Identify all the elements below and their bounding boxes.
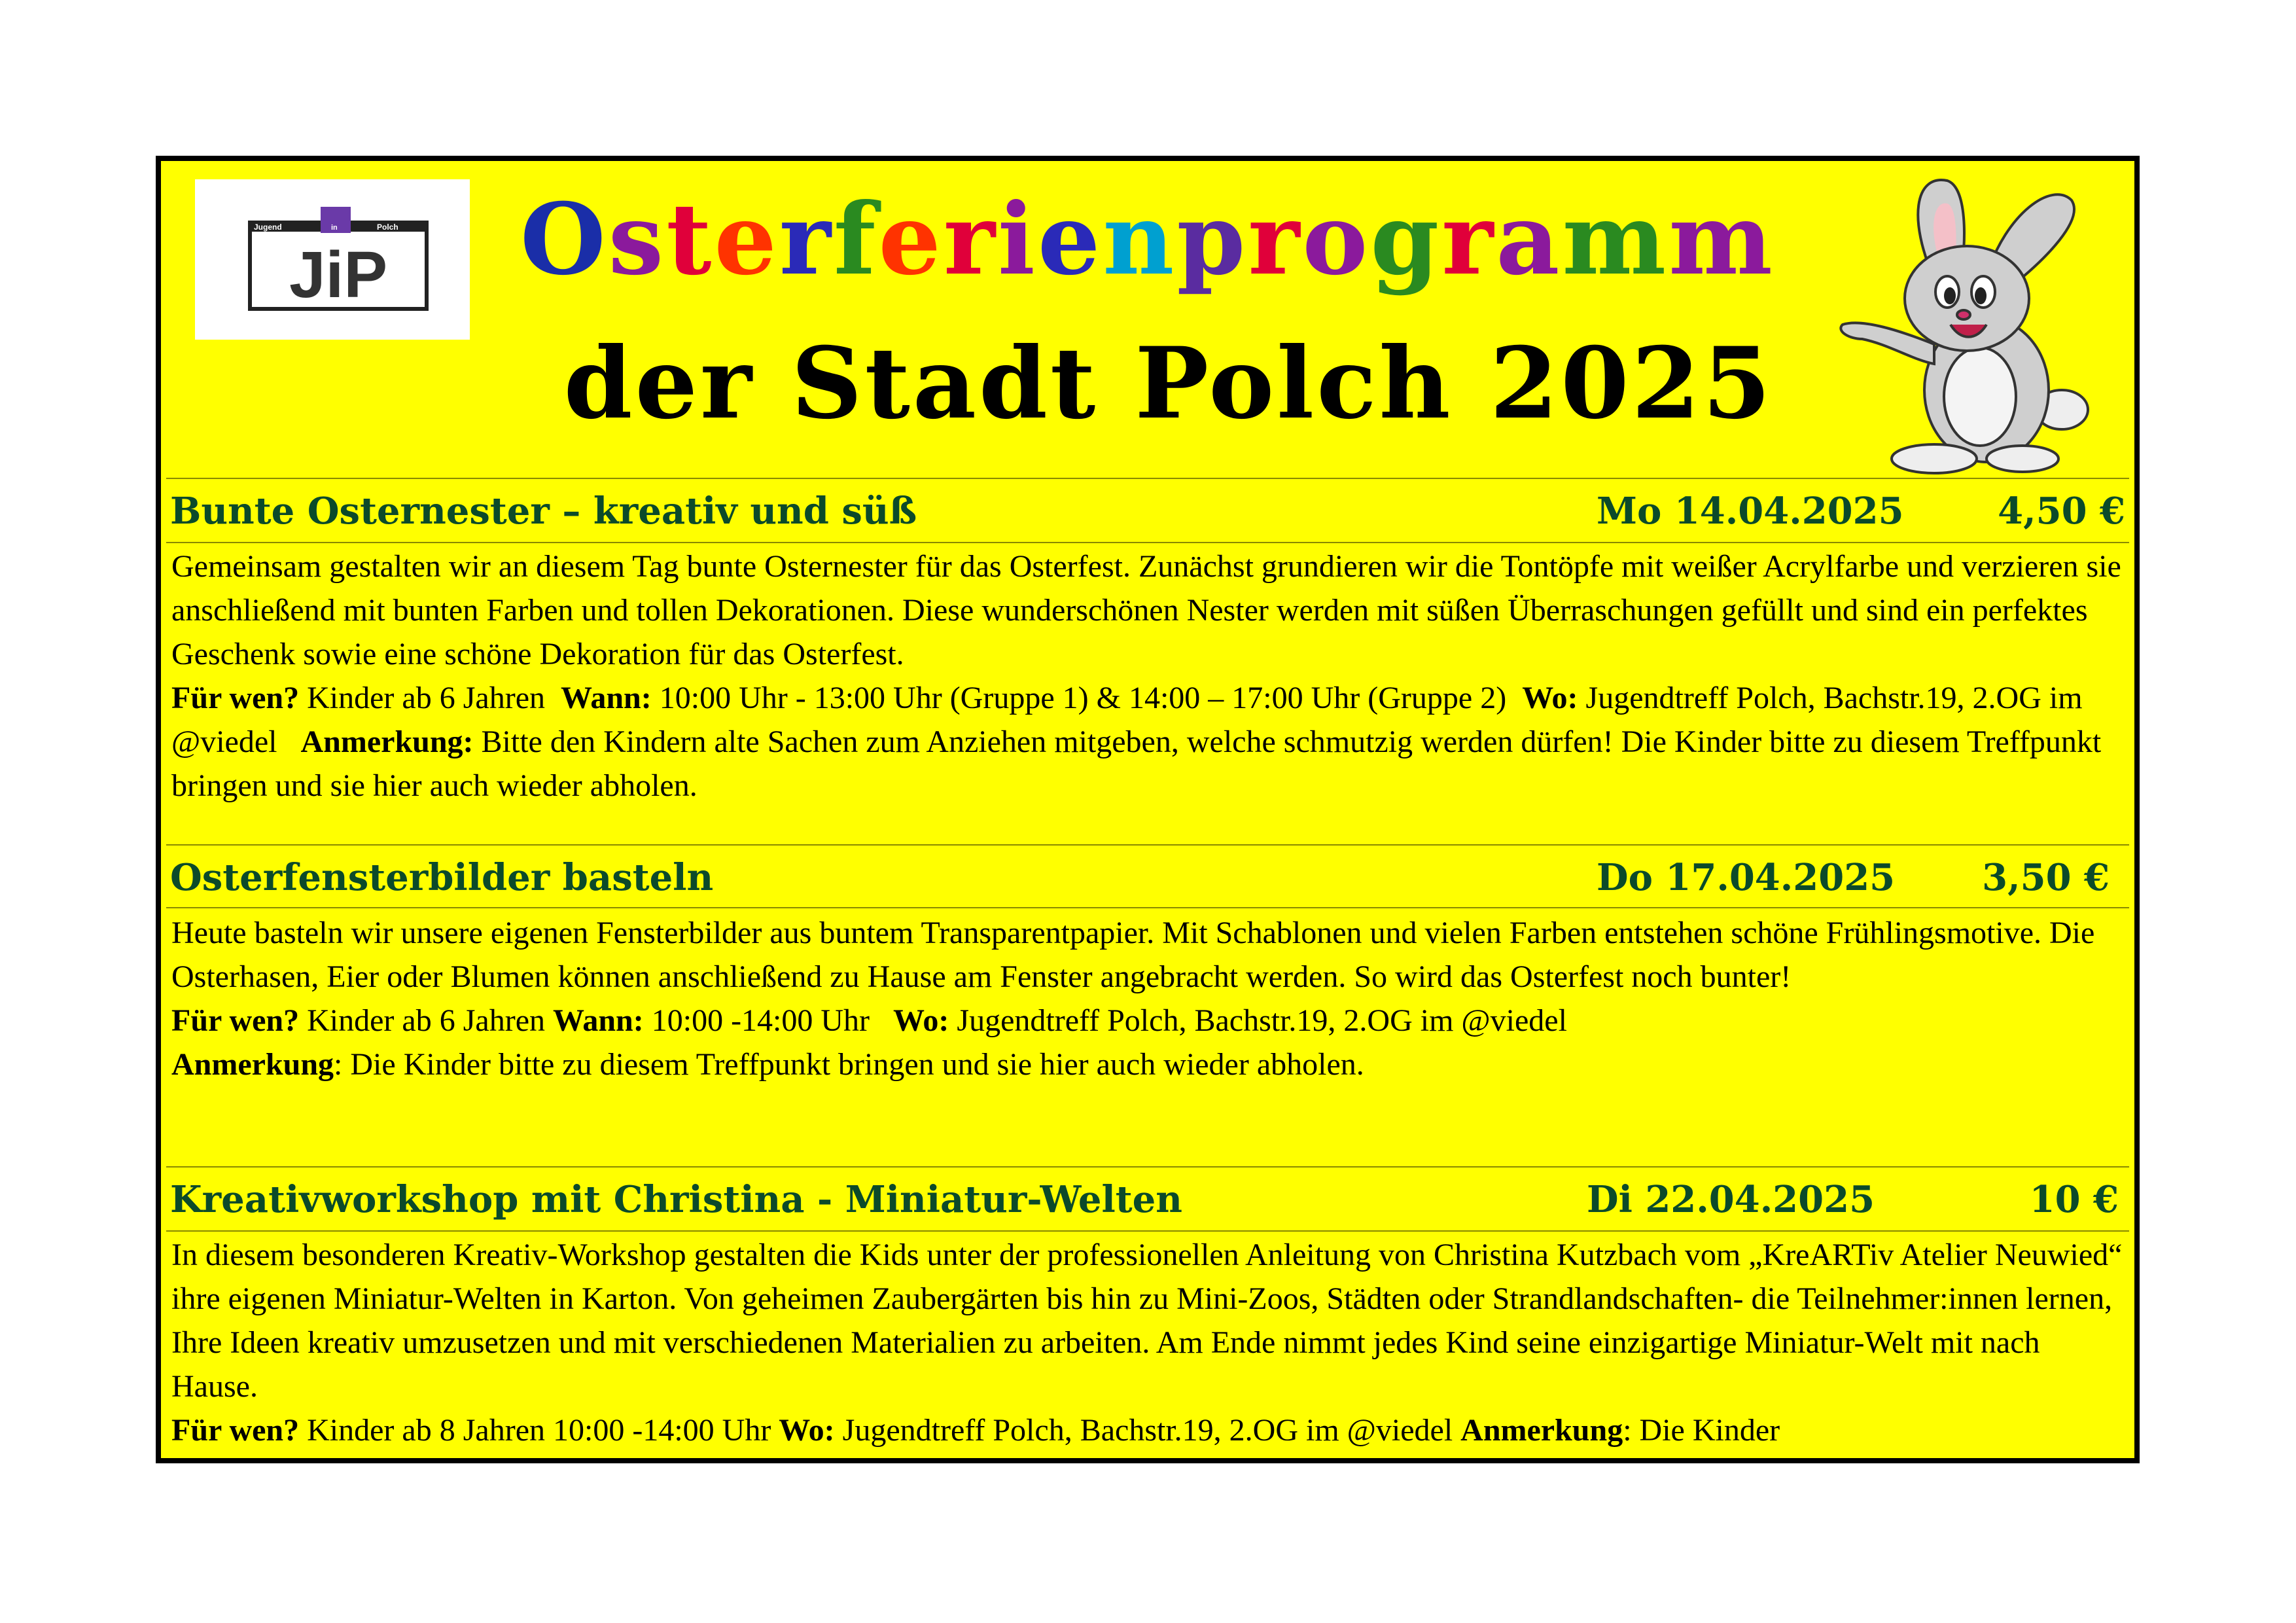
when-value: 10:00 Uhr - 13:00 Uhr (Gruppe 1) & 14:00 – 17:00 Uhr (Gruppe 2) bbox=[659, 681, 1507, 715]
event-text: Gemeinsam gestalten wir an diesem Tag bunte Osternester für das Osterfest. Zunächst grundieren wir die Tontöpfe mit weißer Acrylfarbe und verzieren sie anschließend mit bunten Farben und tollen Dekorationen. Diese wunderschönen Nester werden mit süßen Überraschungen gefüllt und sind ein perfektes Geschenk sowie eine schöne Dekoration für das Osterfest. bbox=[171, 549, 2121, 671]
note-value: : Die Kinder bitte zu diesem Treffpunkt bringen und sie hier auch wieder abholen. bbox=[334, 1047, 1364, 1082]
for-whom-label: Für wen? bbox=[171, 1413, 300, 1448]
event-header bbox=[170, 1170, 2125, 1229]
note-label: Anmerkung: bbox=[300, 724, 474, 759]
divider bbox=[166, 1230, 2129, 1232]
event-title: Kreativworkshop mit Christina - Miniatur-Welten bbox=[170, 1178, 1182, 1221]
event-header bbox=[170, 482, 2125, 541]
where-label: Wo: bbox=[893, 1003, 949, 1038]
event-details bbox=[171, 676, 2128, 808]
for-whom-value: Kinder ab 8 Jahren 10:00 -14:00 Uhr bbox=[307, 1413, 771, 1448]
note-value: Bitte den Kindern alte Sachen zum Anziehen mitgeben, welche schmutzig werden dürfen! Die Kinder bitte zu diesem Treffpunkt bringen und sie hier auch wieder abholen. bbox=[171, 724, 2102, 803]
title-letter: t bbox=[666, 182, 715, 297]
title-letter: g bbox=[1370, 182, 1442, 297]
event-text: In diesem besonderen Kreativ-Workshop gestalten die Kids unter der professionellen Anleitung von Christina Kutzbach vom „KreARTiv Atelier Neuwied“ ihre eigenen Miniatur-Welten in Karton. Von geheimen Zaubergärten bis hin zu Mini-Zoos, Städten oder Strandlandschaften- die Teilnehmer:innen lernen, Ihre Ideen kreativ umzusetzen und mit verschiedenen Materialien zu arbeiten. Am Ende nimmt jedes Kind seine einzigartige Miniatur-Welt mit nach Hause. bbox=[171, 1238, 2123, 1404]
event-description bbox=[171, 1233, 2128, 1452]
note-label: Anmerkung bbox=[171, 1047, 334, 1082]
note-label: Anmerkung bbox=[1460, 1413, 1623, 1448]
event-price: 4,50 € bbox=[1998, 490, 2125, 533]
logo-text-jugend: Jugend bbox=[254, 223, 282, 232]
for-whom-value: Kinder ab 6 Jahren bbox=[307, 681, 545, 715]
title-letter: s bbox=[608, 182, 667, 297]
event-title: Bunte Osternester – kreativ und süß bbox=[170, 490, 917, 533]
title-letter: r bbox=[943, 182, 998, 297]
title-letter: i bbox=[997, 182, 1038, 297]
divider bbox=[166, 907, 2129, 908]
divider bbox=[166, 1166, 2129, 1168]
title-letter: n bbox=[1103, 182, 1177, 297]
page-title-line2: der Stadt Polch 2025 bbox=[563, 326, 1774, 441]
event-date: Mo 14.04.2025 bbox=[1597, 490, 1904, 533]
title-letter: e bbox=[714, 182, 779, 297]
event-description bbox=[171, 544, 2128, 808]
for-whom-label: Für wen? bbox=[171, 681, 300, 715]
divider bbox=[166, 542, 2129, 543]
note-value: : Die Kinder bbox=[1623, 1413, 1780, 1448]
event-price: 3,50 € bbox=[1982, 856, 2110, 899]
title-letter: r bbox=[1441, 182, 1496, 297]
title-letter: f bbox=[833, 182, 879, 297]
for-whom-value: Kinder ab 6 Jahren bbox=[307, 1003, 545, 1038]
where-value: Jugendtreff Polch, Bachstr.19, 2.OG im @viedel bbox=[957, 1003, 1567, 1038]
title-letter: m bbox=[1562, 182, 1669, 297]
title-letter: e bbox=[1037, 182, 1103, 297]
title-letter: o bbox=[1302, 182, 1371, 297]
for-whom-label: Für wen? bbox=[171, 1003, 300, 1038]
logo-text-polch: Polch bbox=[377, 223, 398, 232]
event-header bbox=[170, 848, 2125, 907]
title-letter: m bbox=[1669, 182, 1775, 297]
easter-bunny-icon bbox=[1836, 168, 2124, 475]
divider bbox=[166, 844, 2129, 846]
divider bbox=[166, 478, 2129, 479]
event-details bbox=[171, 1408, 2128, 1452]
where-label: Wo: bbox=[779, 1413, 835, 1448]
where-value: Jugendtreff Polch, Bachstr.19, 2.OG im @viedel bbox=[171, 681, 2083, 759]
title-letter: p bbox=[1176, 182, 1248, 297]
title-letter: r bbox=[779, 182, 834, 297]
logo-text-jip: JiP bbox=[289, 238, 388, 312]
logo-text-in: in bbox=[331, 224, 338, 232]
event-date: Do 17.04.2025 bbox=[1597, 856, 1896, 899]
where-label: Wo: bbox=[1522, 681, 1578, 715]
when-label: Wann: bbox=[553, 1003, 644, 1038]
event-price: 10 € bbox=[2029, 1178, 2119, 1221]
event-date: Di 22.04.2025 bbox=[1587, 1178, 1875, 1221]
event-title: Osterfensterbilder basteln bbox=[170, 856, 714, 899]
event-details bbox=[171, 999, 2128, 1086]
where-value: Jugendtreff Polch, Bachstr.19, 2.OG im @viedel bbox=[842, 1413, 1453, 1448]
when-label: Wann: bbox=[561, 681, 652, 715]
when-value: 10:00 -14:00 Uhr bbox=[651, 1003, 870, 1038]
title-letter: O bbox=[520, 182, 609, 297]
title-letter: e bbox=[878, 182, 944, 297]
title-letter: r bbox=[1248, 182, 1303, 297]
event-text: Heute basteln wir unsere eigenen Fensterbilder aus buntem Transparentpapier. Mit Schablonen und vielen Farben entstehen schöne Frühlingsmotive. Die Osterhasen, Eier oder Blumen können anschließend zu Hause am Fenster angebracht werden. So wird das Osterfest noch bunter! bbox=[171, 916, 2095, 994]
program-flyer bbox=[156, 156, 2140, 1463]
title-letter: a bbox=[1496, 182, 1563, 297]
event-description bbox=[171, 911, 2128, 1086]
